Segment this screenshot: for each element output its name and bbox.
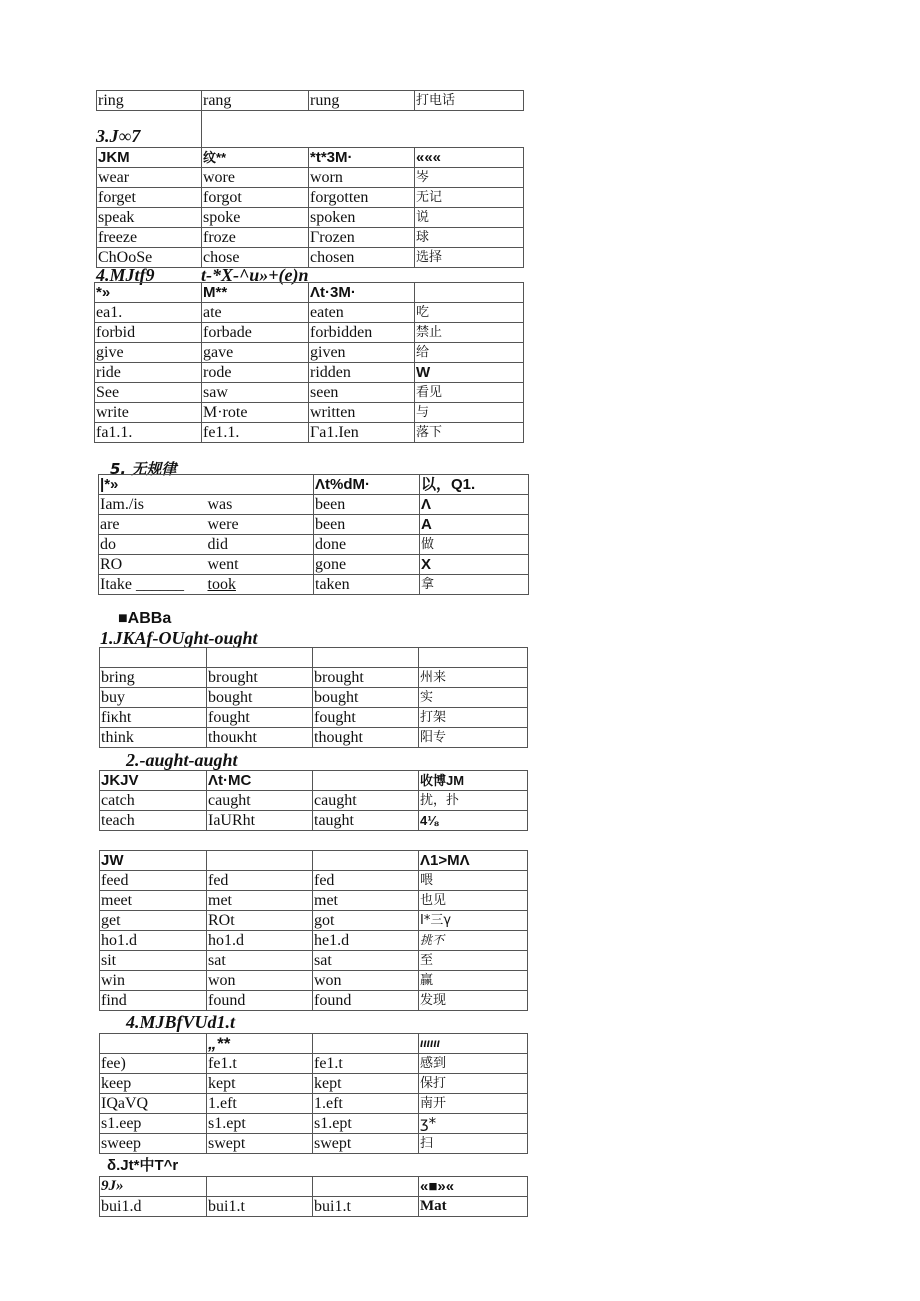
cell-base: teach [100, 811, 207, 831]
table-3 [96, 147, 524, 268]
cell-past: gave [202, 343, 309, 363]
cell-past: chose [202, 248, 309, 268]
cell-participle: s1.ept [313, 1114, 419, 1134]
section-heading-5: 5. 无规律 [110, 460, 177, 478]
table-header-row [100, 851, 528, 871]
cell-participle: fed [313, 871, 419, 891]
cell-meaning: 保打 [419, 1074, 528, 1094]
header-cell [207, 475, 314, 495]
table-row [97, 168, 524, 188]
cell-meaning: 拿 [420, 575, 529, 595]
cell-meaning: 扫 [419, 1134, 528, 1154]
cell-meaning: 看见 [415, 383, 524, 403]
cell-past: forgot [202, 188, 309, 208]
cell-meaning: 感到 [419, 1054, 528, 1074]
section-heading-abba-2: 2.-aught-aught [126, 750, 238, 770]
table-row [100, 911, 528, 931]
cell-meaning: A [420, 515, 529, 535]
table-row [97, 91, 524, 111]
table-header-row [99, 475, 529, 495]
cell-base: ChOoSe [97, 248, 202, 268]
cell-base: freeze [97, 228, 202, 248]
header-cell: „** [207, 1034, 313, 1054]
cell-past: found [207, 991, 313, 1011]
cell-meaning: 岑 [415, 168, 524, 188]
table-row [100, 1197, 528, 1217]
cell-past: rode [202, 363, 309, 383]
cell-base: IQaVQ [100, 1094, 207, 1114]
cell-meaning: 禁止 [415, 323, 524, 343]
cell-meaning: 选择 [415, 248, 524, 268]
cell-participle: forgotten [309, 188, 415, 208]
table-row [100, 791, 528, 811]
cell-participle: met [313, 891, 419, 911]
cell-past: took [207, 575, 314, 595]
cell-base: bui1.d [100, 1197, 207, 1217]
table-row [100, 991, 528, 1011]
table-abba-5 [99, 1176, 528, 1217]
header-cell: Λt·3M· [309, 283, 415, 303]
cell-past: fe1.t [207, 1054, 313, 1074]
header-cell: ««« [415, 148, 524, 168]
cell-base: bring [100, 668, 207, 688]
cell-participle: sat [313, 951, 419, 971]
cell-participle: rung [309, 91, 415, 111]
cell-base: See [95, 383, 202, 403]
cell-base: fa1.1. [95, 423, 202, 443]
cell-base: ho1.d [100, 931, 207, 951]
cell-base: win [100, 971, 207, 991]
cell-participle: taken [314, 575, 420, 595]
cell-participle: caught [313, 791, 419, 811]
table-row [99, 555, 529, 575]
cell-past: ate [202, 303, 309, 323]
cell-past: thouκht [207, 728, 313, 748]
header-cell: M** [202, 283, 309, 303]
cell-participle: Γrozen [309, 228, 415, 248]
cell-participle: spoken [309, 208, 415, 228]
cell-participle: fe1.t [313, 1054, 419, 1074]
header-cell: ιιιιιι [419, 1034, 528, 1054]
header-cell [313, 851, 419, 871]
cell-past: fe1.1. [202, 423, 309, 443]
section-heading-abba-5: δ.Jt*中T^r [107, 1157, 179, 1174]
cell-base: forbid [95, 323, 202, 343]
cell-meaning: 与 [415, 403, 524, 423]
cell-participle: been [314, 515, 420, 535]
header-cell: 纹** [202, 148, 309, 168]
table-row [95, 303, 524, 323]
table-abba-3 [99, 850, 528, 1011]
table-abba-1 [99, 647, 528, 748]
cell-meaning: 南开 [419, 1094, 528, 1114]
header-cell: *t*3M· [309, 148, 415, 168]
cell-participle: ridden [309, 363, 415, 383]
cell-participle: forbidden [309, 323, 415, 343]
cell-participle: kept [313, 1074, 419, 1094]
header-cell [100, 648, 207, 668]
cell-base: keep [100, 1074, 207, 1094]
cell-base: meet [100, 891, 207, 911]
cell-base: speak [97, 208, 202, 228]
table-row [95, 363, 524, 383]
cell-past: M·rote [202, 403, 309, 423]
cell-participle: won [313, 971, 419, 991]
cell-base: sweep [100, 1134, 207, 1154]
table-header-row [100, 1177, 528, 1197]
cell-base: sit [100, 951, 207, 971]
table-header-row [100, 648, 528, 668]
header-cell [313, 1034, 419, 1054]
cell-past: was [207, 495, 314, 515]
cell-past: ROt [207, 911, 313, 931]
header-cell [313, 771, 419, 791]
cell-past: s1.ept [207, 1114, 313, 1134]
cell-participle: seen [309, 383, 415, 403]
cell-base: Itake ______ [99, 575, 207, 595]
cell-past: saw [202, 383, 309, 403]
table-row [99, 535, 529, 555]
cell-participle: been [314, 495, 420, 515]
cell-participle: eaten [309, 303, 415, 323]
cell-participle: gone [314, 555, 420, 575]
table-row [100, 951, 528, 971]
section-heading-4: 4.MJtf9 [96, 265, 155, 285]
cell-participle: taught [313, 811, 419, 831]
table-row [95, 343, 524, 363]
cell-past: 1.eft [207, 1094, 313, 1114]
table-row [95, 323, 524, 343]
table-row [99, 515, 529, 535]
cell-meaning: 球 [415, 228, 524, 248]
cell-participle: chosen [309, 248, 415, 268]
header-cell: JW [100, 851, 207, 871]
table-5 [98, 474, 529, 595]
cell-participle: swept [313, 1134, 419, 1154]
header-cell: |*» [99, 475, 207, 495]
table-row [99, 495, 529, 515]
header-cell: 收博JM [419, 771, 528, 791]
cell-past: rang [202, 91, 309, 111]
cell-participle: got [313, 911, 419, 931]
cell-meaning: Λ [420, 495, 529, 515]
table-row [97, 228, 524, 248]
header-cell: Λt%dM· [314, 475, 420, 495]
cell-participle: thought [313, 728, 419, 748]
table-row [95, 383, 524, 403]
cell-meaning: ʒ* [419, 1114, 528, 1134]
section-heading-abba: ■ABBa [118, 610, 172, 627]
header-cell [100, 1034, 207, 1054]
header-cell [313, 648, 419, 668]
cell-base: fee) [100, 1054, 207, 1074]
cell-base: RO [99, 555, 207, 575]
table-row [99, 575, 529, 595]
cell-base: write [95, 403, 202, 423]
cell-meaning: 扰，扑 [419, 791, 528, 811]
section-heading-abba-4: 4.MJBfVUd1.t [126, 1012, 236, 1032]
cell-meaning: 挑不 [419, 931, 528, 951]
cell-base: are [99, 515, 207, 535]
cell-base: ea1. [95, 303, 202, 323]
header-cell: *» [95, 283, 202, 303]
cell-past: fed [207, 871, 313, 891]
cell-participle: bought [313, 688, 419, 708]
table-header-row [95, 283, 524, 303]
header-cell [419, 648, 528, 668]
header-cell: JKJV [100, 771, 207, 791]
cell-participle: he1.d [313, 931, 419, 951]
cell-base: find [100, 991, 207, 1011]
cell-participle: worn [309, 168, 415, 188]
cell-participle: given [309, 343, 415, 363]
table-row [100, 668, 528, 688]
cell-base: forget [97, 188, 202, 208]
header-cell: 9J» [100, 1177, 207, 1197]
table-row [100, 708, 528, 728]
table-row [100, 811, 528, 831]
cell-base: get [100, 911, 207, 931]
cell-past: kept [207, 1074, 313, 1094]
cell-meaning: 无记 [415, 188, 524, 208]
cell-meaning: 阳专 [419, 728, 528, 748]
cell-participle: done [314, 535, 420, 555]
table-row [100, 1134, 528, 1154]
cell-participle: found [313, 991, 419, 1011]
cell-past: bought [207, 688, 313, 708]
table-row [100, 931, 528, 951]
cell-base: fiκht [100, 708, 207, 728]
table-row [100, 871, 528, 891]
cell-meaning: 实 [419, 688, 528, 708]
cell-meaning: 做 [420, 535, 529, 555]
header-cell: 以，Q1. [420, 475, 529, 495]
table-row [100, 1094, 528, 1114]
cell-participle: written [309, 403, 415, 423]
cell-meaning: 打电话 [415, 91, 524, 111]
divider-line [201, 110, 202, 148]
cell-base: s1.eep [100, 1114, 207, 1134]
table-row [100, 891, 528, 911]
cell-past: froze [202, 228, 309, 248]
cell-base: buy [100, 688, 207, 708]
cell-participle: brought [313, 668, 419, 688]
cell-participle: fought [313, 708, 419, 728]
header-cell [313, 1177, 419, 1197]
cell-participle: Γa1.Ien [309, 423, 415, 443]
section-heading-4-suffix: t-*X-^u»+(e)n [201, 265, 309, 285]
cell-meaning: X [420, 555, 529, 575]
cell-base: ride [95, 363, 202, 383]
table-abba-2 [99, 770, 528, 831]
cell-meaning: 4⅛ [419, 811, 528, 831]
header-cell [207, 648, 313, 668]
cell-participle: 1.eft [313, 1094, 419, 1114]
table-4 [94, 282, 524, 443]
cell-meaning: 给 [415, 343, 524, 363]
cell-base: think [100, 728, 207, 748]
table-row [100, 971, 528, 991]
cell-past: brought [207, 668, 313, 688]
header-cell: «■»« [419, 1177, 528, 1197]
cell-meaning: 州来 [419, 668, 528, 688]
cell-base: do [99, 535, 207, 555]
cell-past: wore [202, 168, 309, 188]
header-cell [207, 851, 313, 871]
cell-meaning: 发现 [419, 991, 528, 1011]
cell-past: ho1.d [207, 931, 313, 951]
cell-past: IaURht [207, 811, 313, 831]
table-row [100, 728, 528, 748]
table-row [100, 1074, 528, 1094]
cell-past: bui1.t [207, 1197, 313, 1217]
cell-past: met [207, 891, 313, 911]
section-heading-3: 3.J∞7 [96, 126, 141, 146]
table-abba-4 [99, 1033, 528, 1154]
cell-participle: bui1.t [313, 1197, 419, 1217]
cell-past: spoke [202, 208, 309, 228]
cell-meaning: W [415, 363, 524, 383]
cell-past: fought [207, 708, 313, 728]
cell-past: did [207, 535, 314, 555]
cell-base: wear [97, 168, 202, 188]
cell-meaning: 至 [419, 951, 528, 971]
cell-meaning: Mat [419, 1197, 528, 1217]
table-row [100, 688, 528, 708]
cell-meaning: 喂 [419, 871, 528, 891]
section-heading-abba-1: 1.JKAf-OUght-ought [100, 628, 258, 648]
header-cell: Λ1>MΛ [419, 851, 528, 871]
table-ring [96, 90, 524, 111]
table-header-row [97, 148, 524, 168]
cell-past: went [207, 555, 314, 575]
header-cell [207, 1177, 313, 1197]
table-row [95, 403, 524, 423]
cell-base: Iam./is [99, 495, 207, 515]
cell-meaning: 赢 [419, 971, 528, 991]
cell-base: ring [97, 91, 202, 111]
cell-meaning: 落下 [415, 423, 524, 443]
table-row [97, 248, 524, 268]
table-row [100, 1114, 528, 1134]
table-row [97, 208, 524, 228]
cell-past: sat [207, 951, 313, 971]
table-row [100, 1054, 528, 1074]
cell-base: give [95, 343, 202, 363]
cell-meaning: 说 [415, 208, 524, 228]
cell-past: were [207, 515, 314, 535]
header-cell: JKM [97, 148, 202, 168]
table-row [95, 423, 524, 443]
cell-base: catch [100, 791, 207, 811]
cell-past: caught [207, 791, 313, 811]
cell-meaning: I*三γ [419, 911, 528, 931]
header-cell [415, 283, 524, 303]
cell-past: swept [207, 1134, 313, 1154]
cell-meaning: 也见 [419, 891, 528, 911]
header-cell: Λt·MC [207, 771, 313, 791]
cell-meaning: 打架 [419, 708, 528, 728]
cell-past: forbade [202, 323, 309, 343]
cell-past: won [207, 971, 313, 991]
cell-base: feed [100, 871, 207, 891]
table-row [97, 188, 524, 208]
table-header-row [100, 771, 528, 791]
table-header-row [100, 1034, 528, 1054]
cell-meaning: 吃 [415, 303, 524, 323]
